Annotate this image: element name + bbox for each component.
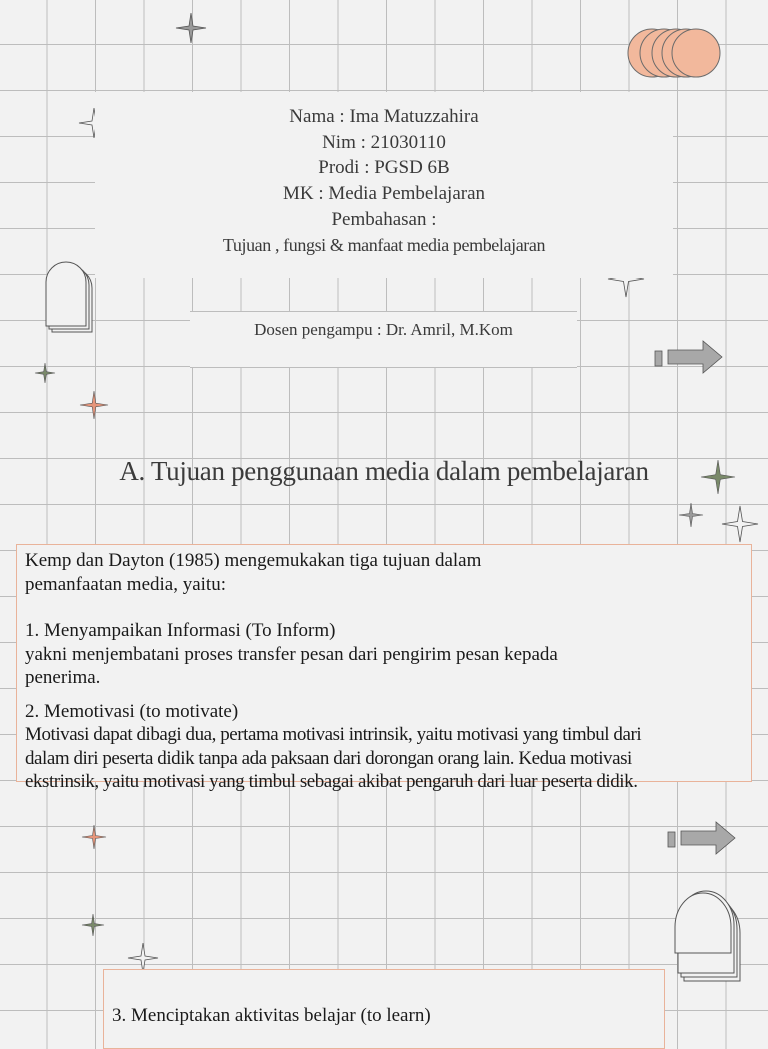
sparkle-icon bbox=[82, 914, 104, 936]
header-info-panel bbox=[95, 92, 673, 278]
section-heading: A. Tujuan penggunaan media dalam pembelajaran bbox=[119, 456, 649, 486]
item-1-title: 1. Menyampaikan Informasi (To Inform) bbox=[25, 620, 336, 641]
item-2-text: Motivasi dapat dibagi dua, pertama motivasi intrinsik, yaitu motivasi yang timbul dari bbox=[25, 724, 642, 745]
salmon-circles-icon bbox=[624, 26, 724, 86]
arrow-right-icon bbox=[653, 340, 725, 374]
student-name: Nama : Ima Matuzzahira bbox=[289, 106, 479, 127]
student-nim: Nim : 21030110 bbox=[322, 131, 446, 153]
sparkle-icon bbox=[82, 825, 106, 849]
intro-text: Kemp dan Dayton (1985) mengemukakan tiga tujuan dalam bbox=[25, 550, 482, 571]
content-box-2 bbox=[103, 969, 665, 1049]
item-1-text: penerima. bbox=[25, 667, 101, 688]
sparkle-icon bbox=[80, 391, 108, 419]
item-3-title: 3. Menciptakan aktivitas belajar (to learn) bbox=[112, 1005, 431, 1026]
discussion-label: Pembahasan : bbox=[331, 208, 437, 230]
item-1-text: yakni menjembatani proses transfer pesan dari pengirim pesan kepada bbox=[25, 643, 558, 665]
content-box bbox=[16, 544, 752, 792]
sparkle-icon bbox=[722, 506, 758, 542]
lecturer-name: Dosen pengampu : Dr. Amril, M.Kom bbox=[254, 320, 513, 339]
arrow-right-icon bbox=[666, 821, 738, 855]
discussion-topic: Tujuan , fungsi & manfaat media pembelajaran bbox=[222, 234, 546, 255]
item-2-text: dalam diri peserta didik tanpa ada paksaan dari dorongan orang lain. Kedua motivasi bbox=[25, 747, 632, 769]
item-2-title: 2. Memotivasi (to motivate) bbox=[25, 700, 239, 722]
stacked-arch-icon bbox=[672, 893, 752, 993]
student-prodi: Prodi : PGSD 6B bbox=[318, 157, 450, 179]
lecturer-box bbox=[190, 311, 577, 368]
sparkle-icon bbox=[35, 363, 55, 383]
stacked-arch-icon bbox=[44, 276, 104, 338]
sparkle-icon bbox=[679, 503, 703, 527]
item-2-text: ekstrinsik, yaitu motivasi yang timbul sebagai akibat pengaruh dari luar peserta didik. bbox=[25, 771, 638, 792]
intro-text: pemanfaatan media, yaitu: bbox=[25, 573, 226, 595]
course-name: MK : Media Pembelajaran bbox=[282, 183, 486, 205]
sparkle-icon bbox=[176, 13, 206, 43]
